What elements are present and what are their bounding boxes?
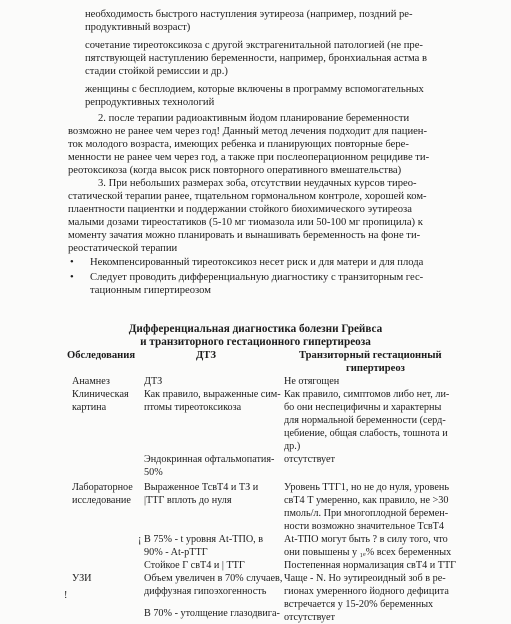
text-line: пятствующей наступлению беременности, например, бронхиальная астма в <box>85 53 427 64</box>
tgg-cell: Как правило, симптомов либо нет, ли- <box>284 389 450 400</box>
dtz-cell: Объем увеличен в 70% случаев, <box>144 573 283 584</box>
dtz-cell: Стойкое Г свТ4 и | ТТГ <box>144 560 245 571</box>
bullet-item: тационным гипертиреозом <box>90 285 211 296</box>
bullet-mark: • <box>70 257 74 268</box>
tgg-cell: At-ТПО могут быть ? в силу того, что <box>284 534 448 545</box>
row-label: Клиническая <box>72 389 129 400</box>
bullet-mark: • <box>70 272 74 283</box>
tgg-cell: цебиение, общая слабость, тошнота и <box>284 428 448 439</box>
text-line: необходимость быстрого наступления эутиреоза (например, поздний ре- <box>85 9 413 20</box>
table-title: и транзиторного гестационного гипертиреоза <box>140 336 371 348</box>
bullet-item: Следует проводить дифференциальную диагностику с транзиторным гес- <box>90 272 424 283</box>
table-title: Дифференциальная диагностика болезни Грейвса <box>128 323 383 335</box>
tgg-cell: они повышены у ₁ₑ% всех беременных <box>284 547 452 558</box>
tgg-cell: Не отягощен <box>284 376 340 387</box>
tgg-cell: отсутствует <box>284 612 335 623</box>
text-line: возможно не ранее чем через год! Данный метод лечения подходит для пациен- <box>68 126 428 137</box>
text-line: плаентности пациентки и поддержании стойкого биохимического эутиреоза <box>68 204 412 215</box>
dtz-cell: 50% <box>144 467 163 478</box>
tgg-cell: встречается у 15-20% беременных <box>284 599 434 610</box>
tgg-cell: для нормальной беременности (серд- <box>284 415 446 426</box>
column-header: ДТЗ <box>196 350 216 361</box>
tgg-cell: Уровень ТТГ1, но не до нуля, уровень <box>284 482 449 493</box>
text-line: ток молодого возраста, имеющих ребенка и планирующих повторные бере- <box>68 139 409 150</box>
margin-mark: ¡ <box>138 534 142 545</box>
dtz-cell: В 75% - t уровня At-ТПО, в <box>144 534 264 545</box>
text-line: менности не ранее чем через год, а также при послеоперационном рецидиве ти- <box>68 152 430 163</box>
dtz-cell: ДТЗ <box>144 376 163 387</box>
text-line: 3. При небольших размерах зоба, отсутствии неудачных курсов тирео- <box>98 178 417 189</box>
tgg-cell: отсутствует <box>284 454 335 465</box>
row-label: исследование <box>72 495 131 506</box>
text-line: женщины с бесплодием, которые включены в программу вспомогательных <box>85 84 424 95</box>
tgg-cell: бо они неспецифичны и характерны <box>284 402 442 413</box>
dtz-cell: 90% - At-рТТГ <box>144 547 208 558</box>
text-line: моменту зачатия можно планировать и вынашивать беременность на фоне ти- <box>68 230 421 241</box>
tgg-cell: гионах умеренного йодного дефицита <box>284 586 449 597</box>
text-line: стадии стойкой ремиссии и др.) <box>85 66 228 77</box>
text-line: 2. после терапии радиоактивным йодом планирование беременности <box>98 113 410 124</box>
tgg-cell: свТ4 Т умеренно, как правило, не >30 <box>284 495 449 506</box>
dtz-cell: Как правило, выраженные сим- <box>144 389 281 400</box>
text-line: малыми дозами тиреостатиков (5-10 мг тиомазола или 50-100 мг пропицила) к <box>68 217 423 228</box>
text-line: статической терапии ранее, тщательном гормональном контроле, хорошей ком- <box>68 191 427 202</box>
dtz-cell: Выраженное ТсвТ4 и ТЗ и <box>144 482 259 493</box>
row-label: Лабораторное <box>72 482 133 493</box>
dtz-cell: Эндокринная офтальмопатия- <box>144 454 275 465</box>
text-line: сочетание тиреотоксикоза с другой экстрагенитальной патологией (не пре- <box>85 40 423 51</box>
dtz-cell: птомы тиреотоксикоза <box>144 402 242 413</box>
dtz-cell: В 70% - утолщение глазодвига- <box>144 608 280 619</box>
row-label: УЗИ <box>72 573 92 584</box>
dtz-cell: диффузная гипоэхогенность <box>144 586 267 597</box>
tgg-cell: Чаще - N. Но эутиреоидный зоб в ре- <box>284 573 446 584</box>
tgg-cell: Постепенная нормализация свТ4 и ТТГ <box>284 560 457 571</box>
tgg-cell: ности возможно значительное ТсвТ4 <box>284 521 444 532</box>
row-label: картина <box>72 402 107 413</box>
text-line: реостатической терапии <box>68 243 178 254</box>
dtz-cell: |ТТГ вплоть до нуля <box>144 495 232 506</box>
row-label: Анамнез <box>72 376 110 387</box>
column-header: гипертиреоз <box>346 363 405 374</box>
bullet-item: Некомпенсированный тиреотоксикоз несет риск и для матери и для плода <box>90 257 424 268</box>
text-line: репродуктивных технологий <box>85 97 215 108</box>
text-line: продуктивный возраст) <box>85 22 191 33</box>
column-header: Транзиторный гестационный <box>299 350 442 361</box>
tgg-cell: пмоль/л. При многоплодной беремен- <box>284 508 449 519</box>
margin-mark: ! <box>64 590 68 601</box>
tgg-cell: др.) <box>284 441 301 452</box>
text-line: реотоксикоза (когда высок риск повторного оперативного вмешательства) <box>68 165 402 176</box>
column-header: Обследования <box>67 350 136 361</box>
